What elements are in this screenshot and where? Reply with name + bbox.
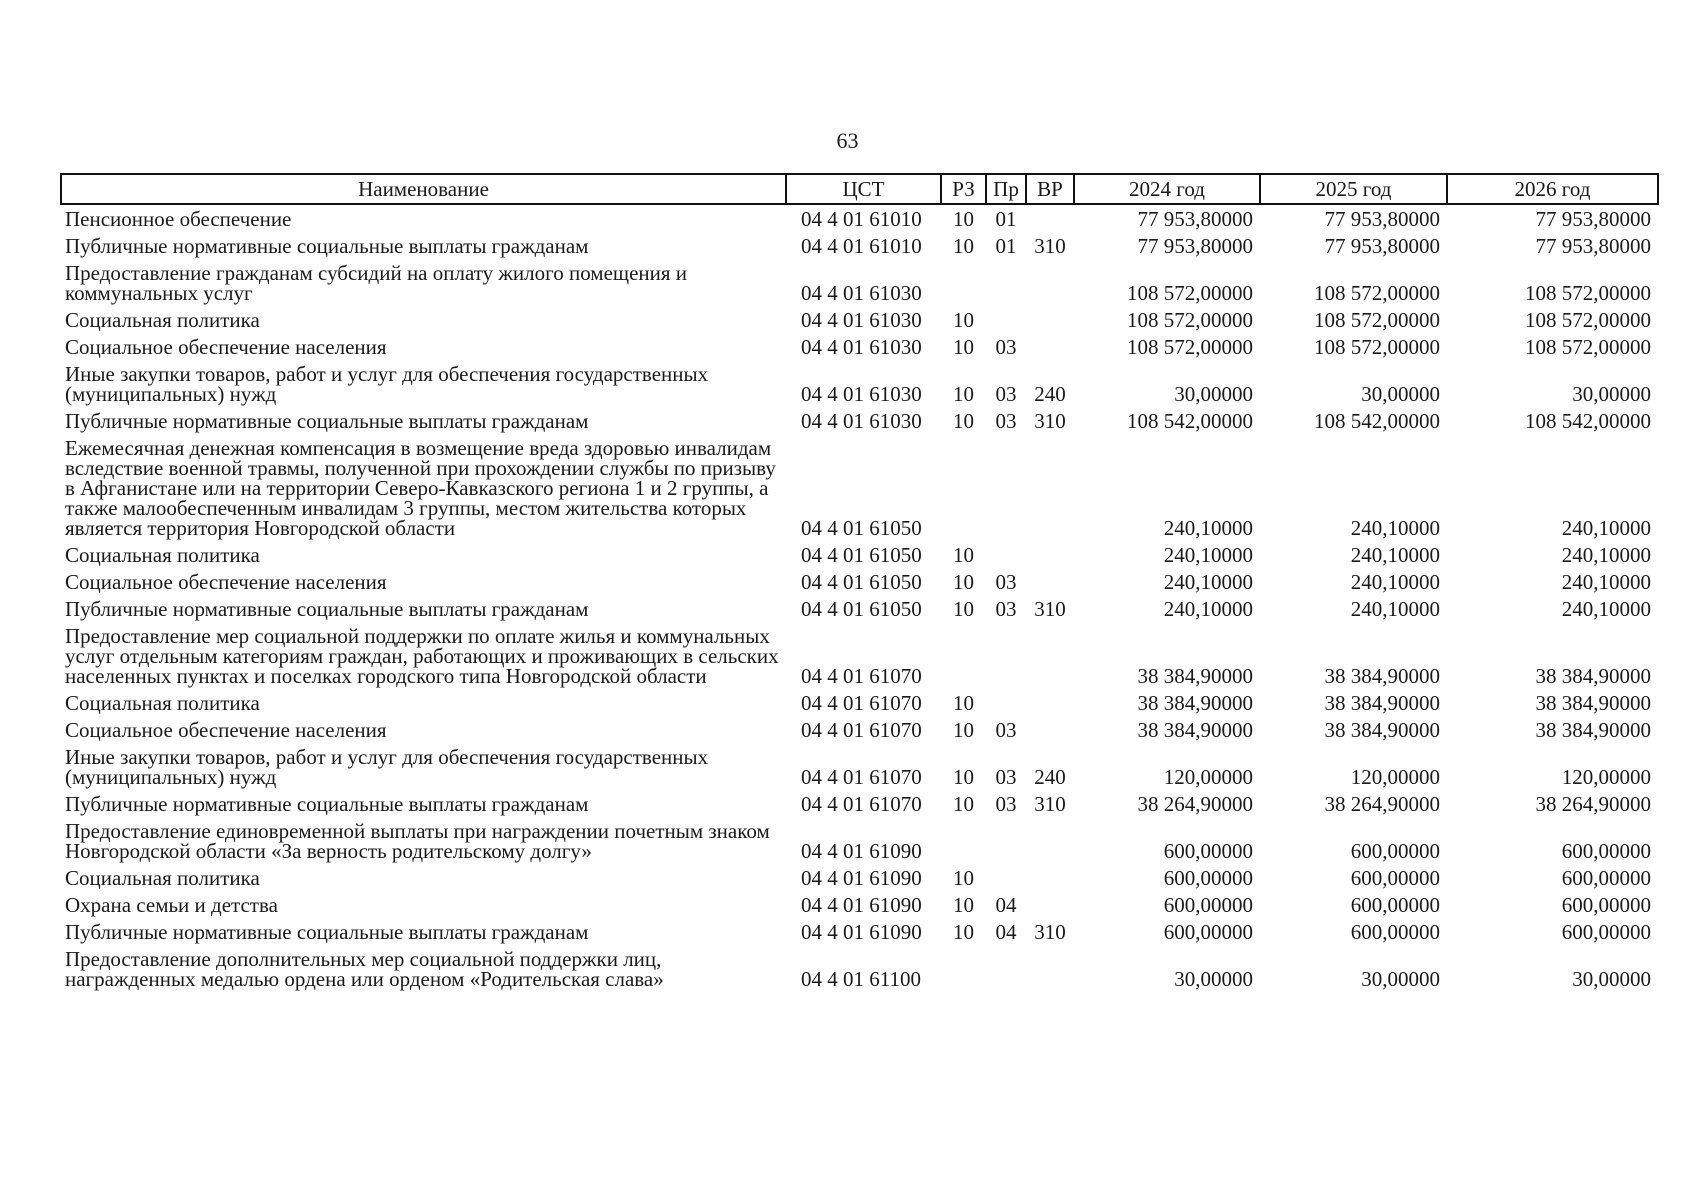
cell-pr: 04: [995, 893, 1017, 917]
cell-vr: [1026, 541, 1074, 568]
cell-2025: 600,00000: [1350, 920, 1440, 944]
header-rz: РЗ: [941, 174, 986, 204]
table-row: [61, 595, 1658, 622]
cell-2024: 108 572,00000: [1127, 281, 1253, 305]
table-row: [61, 333, 1658, 360]
cell-2026: 120,00000: [1561, 765, 1651, 789]
table-row: [61, 622, 1658, 689]
cell-rz: [941, 622, 986, 689]
cell-pr: [986, 689, 1026, 716]
cell-2024: 240,10000: [1163, 597, 1253, 621]
cell-vr: 310: [1034, 597, 1066, 621]
cell-2024: 38 264,90000: [1137, 792, 1253, 816]
cell-cst: 04 4 01 61030: [801, 308, 922, 332]
header-2025: 2025 год: [1260, 174, 1447, 204]
cell-2024: 240,10000: [1163, 543, 1253, 567]
cell-vr: [1026, 945, 1074, 992]
cell-2024: 240,10000: [1163, 516, 1253, 540]
cell-2026: 600,00000: [1561, 893, 1651, 917]
table-row: [61, 360, 1658, 407]
header-cst: ЦСТ: [786, 174, 941, 204]
cell-vr: [1026, 259, 1074, 306]
cell-name: Предоставление дополнительных мер социальной поддержки лиц, награжденных медалью ордена или орденом «Родительская слава»: [65, 947, 664, 991]
cell-vr: 310: [1034, 409, 1066, 433]
cell-name: Пенсионное обеспечение: [65, 207, 292, 231]
cell-vr: 310: [1034, 792, 1066, 816]
cell-cst: 04 4 01 61050: [801, 543, 922, 567]
cell-cst: 04 4 01 61030: [801, 281, 922, 305]
cell-2025: 38 384,90000: [1324, 691, 1440, 715]
cell-name: Охрана семьи и детства: [65, 893, 278, 917]
cell-name: Предоставление мер социальной поддержки по оплате жилья и коммунальных услуг отдельным категориям граждан, работающих и проживающих в сельских населенных пунктах и поселках городского типа Новгородской области: [65, 624, 779, 688]
cell-2024: 108 572,00000: [1127, 335, 1253, 359]
cell-vr: [1026, 204, 1074, 232]
cell-rz: [941, 817, 986, 864]
cell-vr: 310: [1034, 920, 1066, 944]
cell-rz: 10: [953, 335, 974, 359]
cell-rz: [941, 259, 986, 306]
cell-2025: 600,00000: [1350, 839, 1440, 863]
cell-cst: 04 4 01 61030: [801, 382, 922, 406]
cell-2026: 240,10000: [1561, 570, 1651, 594]
cell-cst: 04 4 01 61090: [801, 920, 922, 944]
cell-2024: 38 384,90000: [1137, 664, 1253, 688]
cell-vr: [1026, 333, 1074, 360]
cell-2026: 108 542,00000: [1525, 409, 1651, 433]
cell-pr: [986, 434, 1026, 541]
cell-vr: 310: [1034, 234, 1066, 258]
cell-2026: 77 953,80000: [1535, 234, 1651, 258]
cell-2024: 30,00000: [1174, 382, 1253, 406]
table-row: [61, 407, 1658, 434]
table-row: [61, 945, 1658, 992]
cell-2024: 108 542,00000: [1127, 409, 1253, 433]
cell-cst: 04 4 01 61010: [801, 207, 922, 231]
cell-vr: [1026, 817, 1074, 864]
cell-pr: 01: [995, 234, 1017, 258]
cell-rz: [941, 945, 986, 992]
table-header-row: [61, 174, 1658, 204]
cell-2025: 240,10000: [1350, 597, 1440, 621]
cell-rz: 10: [953, 543, 974, 567]
cell-vr: [1026, 689, 1074, 716]
cell-rz: 10: [953, 920, 974, 944]
table-row: [61, 204, 1658, 232]
table-row: [61, 568, 1658, 595]
cell-pr: 03: [995, 765, 1017, 789]
cell-cst: 04 4 01 61030: [801, 335, 922, 359]
header-name: Наименование: [61, 174, 786, 204]
cell-pr: [986, 259, 1026, 306]
budget-table: [60, 173, 1659, 992]
cell-name: Социальная политика: [65, 543, 260, 567]
cell-vr: 240: [1034, 382, 1066, 406]
cell-rz: 10: [953, 765, 974, 789]
cell-2025: 240,10000: [1350, 570, 1440, 594]
cell-2024: 120,00000: [1163, 765, 1253, 789]
cell-2025: 30,00000: [1361, 382, 1440, 406]
cell-2026: 108 572,00000: [1525, 335, 1651, 359]
table-row: [61, 306, 1658, 333]
cell-2024: 30,00000: [1174, 967, 1253, 991]
cell-pr: [986, 306, 1026, 333]
cell-rz: 10: [953, 234, 974, 258]
cell-2026: 38 384,90000: [1535, 718, 1651, 742]
cell-2025: 240,10000: [1350, 516, 1440, 540]
page-number: 63: [836, 128, 859, 153]
cell-2026: 600,00000: [1561, 920, 1651, 944]
cell-cst: 04 4 01 61070: [801, 718, 922, 742]
cell-cst: 04 4 01 61050: [801, 570, 922, 594]
cell-2025: 108 572,00000: [1314, 281, 1440, 305]
table-row: [61, 541, 1658, 568]
cell-cst: 04 4 01 61010: [801, 234, 922, 258]
table-row: [61, 232, 1658, 259]
cell-pr: 03: [995, 335, 1017, 359]
cell-2024: 600,00000: [1163, 866, 1253, 890]
cell-rz: 10: [953, 308, 974, 332]
cell-cst: 04 4 01 61030: [801, 409, 922, 433]
cell-name: Иные закупки товаров, работ и услуг для обеспечения государственных (муниципальных) нужд: [65, 362, 709, 406]
header-2024: 2024 год: [1074, 174, 1260, 204]
cell-vr: [1026, 306, 1074, 333]
cell-2024: 600,00000: [1163, 893, 1253, 917]
cell-2026: 240,10000: [1561, 597, 1651, 621]
cell-name: Социальное обеспечение населения: [65, 570, 387, 594]
table-row: [61, 864, 1658, 891]
cell-name: Социальное обеспечение населения: [65, 335, 387, 359]
cell-rz: 10: [953, 792, 974, 816]
cell-pr: 03: [995, 718, 1017, 742]
cell-2024: 77 953,80000: [1137, 234, 1253, 258]
cell-pr: 03: [995, 570, 1017, 594]
cell-cst: 04 4 01 61070: [801, 691, 922, 715]
cell-vr: [1026, 622, 1074, 689]
cell-cst: 04 4 01 61050: [801, 516, 922, 540]
cell-2024: 77 953,80000: [1137, 207, 1253, 231]
cell-2026: 30,00000: [1572, 382, 1651, 406]
cell-pr: [986, 817, 1026, 864]
cell-rz: [941, 434, 986, 541]
table-body: [61, 204, 1658, 992]
table-row: [61, 259, 1658, 306]
cell-pr: 03: [995, 382, 1017, 406]
cell-name: Социальная политика: [65, 691, 260, 715]
table-row: [61, 790, 1658, 817]
cell-rz: 10: [953, 718, 974, 742]
cell-2025: 600,00000: [1350, 866, 1440, 890]
header-2026: 2026 год: [1447, 174, 1658, 204]
cell-cst: 04 4 01 61070: [801, 765, 922, 789]
cell-2026: 600,00000: [1561, 839, 1651, 863]
table-row: [61, 716, 1658, 743]
cell-2026: 240,10000: [1561, 543, 1651, 567]
cell-2026: 600,00000: [1561, 866, 1651, 890]
cell-2024: 38 384,90000: [1137, 691, 1253, 715]
table-row: [61, 918, 1658, 945]
cell-vr: [1026, 568, 1074, 595]
cell-2024: 108 572,00000: [1127, 308, 1253, 332]
cell-pr: 03: [995, 597, 1017, 621]
cell-2025: 108 542,00000: [1314, 409, 1440, 433]
cell-2025: 30,00000: [1361, 967, 1440, 991]
cell-vr: 240: [1034, 765, 1066, 789]
cell-2025: 600,00000: [1350, 893, 1440, 917]
cell-2025: 77 953,80000: [1324, 234, 1440, 258]
cell-rz: 10: [953, 866, 974, 890]
cell-name: Публичные нормативные социальные выплаты гражданам: [65, 920, 589, 944]
cell-pr: [986, 622, 1026, 689]
cell-vr: [1026, 891, 1074, 918]
cell-rz: 10: [953, 409, 974, 433]
cell-rz: 10: [953, 570, 974, 594]
cell-pr: 01: [995, 207, 1017, 231]
table-row: [61, 689, 1658, 716]
cell-2024: 38 384,90000: [1137, 718, 1253, 742]
cell-pr: 03: [995, 409, 1017, 433]
cell-2026: 38 264,90000: [1535, 792, 1651, 816]
cell-2026: 108 572,00000: [1525, 281, 1651, 305]
cell-name: Публичные нормативные социальные выплаты гражданам: [65, 409, 589, 433]
cell-2024: 600,00000: [1163, 839, 1253, 863]
cell-2026: 38 384,90000: [1535, 664, 1651, 688]
table-row: [61, 743, 1658, 790]
cell-pr: 03: [995, 792, 1017, 816]
cell-2025: 77 953,80000: [1324, 207, 1440, 231]
cell-vr: [1026, 434, 1074, 541]
cell-2025: 108 572,00000: [1314, 308, 1440, 332]
cell-2025: 38 264,90000: [1324, 792, 1440, 816]
cell-2026: 30,00000: [1572, 967, 1651, 991]
cell-2025: 120,00000: [1350, 765, 1440, 789]
cell-2026: 240,10000: [1561, 516, 1651, 540]
cell-rz: 10: [953, 893, 974, 917]
cell-rz: 10: [953, 691, 974, 715]
cell-cst: 04 4 01 61070: [801, 792, 922, 816]
cell-pr: [986, 864, 1026, 891]
cell-2025: 240,10000: [1350, 543, 1440, 567]
cell-vr: [1026, 864, 1074, 891]
table-row: [61, 891, 1658, 918]
table-row: [61, 817, 1658, 864]
cell-name: Социальное обеспечение населения: [65, 718, 387, 742]
cell-cst: 04 4 01 61100: [801, 967, 921, 991]
cell-2025: 108 572,00000: [1314, 335, 1440, 359]
cell-cst: 04 4 01 61090: [801, 893, 922, 917]
cell-name: Публичные нормативные социальные выплаты гражданам: [65, 792, 589, 816]
cell-name: Ежемесячная денежная компенсация в возмещение вреда здоровью инвалидам вследствие военной травмы, полученной при прохождении службы по призыву в Афганистане или на территории Северо-Кавказского региона 1 и 2 группы, а также малообеспеченным инвалидам 3 группы, местом жительства которых является территория Новгородской области: [65, 436, 776, 540]
cell-cst: 04 4 01 61070: [801, 664, 922, 688]
cell-2026: 38 384,90000: [1535, 691, 1651, 715]
cell-cst: 04 4 01 61090: [801, 839, 922, 863]
cell-2025: 38 384,90000: [1324, 718, 1440, 742]
cell-2024: 240,10000: [1163, 570, 1253, 594]
header-vr: ВР: [1026, 174, 1074, 204]
cell-pr: [986, 945, 1026, 992]
cell-name: Предоставление гражданам субсидий на оплату жилого помещения и коммунальных услуг: [65, 261, 688, 305]
header-pr: Пр: [986, 174, 1026, 204]
cell-name: Публичные нормативные социальные выплаты гражданам: [65, 234, 589, 258]
cell-2025: 38 384,90000: [1324, 664, 1440, 688]
cell-rz: 10: [953, 597, 974, 621]
table-row: [61, 434, 1658, 541]
cell-rz: 10: [953, 382, 974, 406]
cell-2026: 108 572,00000: [1525, 308, 1651, 332]
cell-name: Социальная политика: [65, 308, 260, 332]
cell-pr: [986, 541, 1026, 568]
cell-name: Социальная политика: [65, 866, 260, 890]
cell-vr: [1026, 716, 1074, 743]
cell-name: Предоставление единовременной выплаты при награждении почетным знаком Новгородской области «За верность родительскому долгу»: [65, 819, 770, 863]
cell-name: Иные закупки товаров, работ и услуг для обеспечения государственных (муниципальных) нужд: [65, 745, 709, 789]
cell-name: Публичные нормативные социальные выплаты гражданам: [65, 597, 589, 621]
cell-2024: 600,00000: [1163, 920, 1253, 944]
cell-cst: 04 4 01 61050: [801, 597, 922, 621]
cell-rz: 10: [953, 207, 974, 231]
cell-2026: 77 953,80000: [1535, 207, 1651, 231]
cell-pr: 04: [995, 920, 1017, 944]
cell-cst: 04 4 01 61090: [801, 866, 922, 890]
